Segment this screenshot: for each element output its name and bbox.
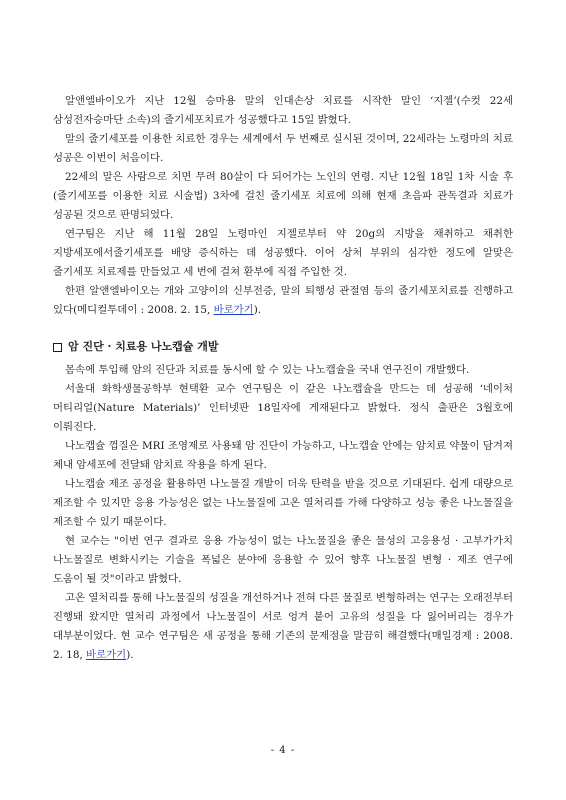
- paragraph: 서울대 화학생물공학부 현택환 교수 연구팀은 이 같은 나노캡슐을 만드는 데 성공해 ‘네이처 머티리얼(Nature Materials)’ 인터넷판 18일자에 게재된다고 밝혔다. 정식 출판은 3월호에 이뤄진다.: [53, 383, 513, 433]
- source-link[interactable]: 바로가기: [213, 304, 254, 316]
- paragraph: 알앤엘바이오가 지난 12월 승마용 말의 인대손상 치료를 시작한 말인 ‘지젤’(수컷 22세 삼성전자승마단 소속)의 줄기세포치료가 성공했다고 15일 밝혔다.: [53, 95, 513, 126]
- paragraph: 나노캡슐 껍질은 MRI 조영제로 사용돼 암 진단이 가능하고, 나노캡슐 안에는 암치료 약물이 담겨져 체내 암세포에 전달돼 암치료 작용을 하게 된다.: [53, 440, 513, 471]
- section-heading: [53, 337, 513, 357]
- paragraph-with-link: [53, 282, 513, 320]
- source-link[interactable]: 바로가기: [86, 649, 127, 661]
- paragraph: 현 교수는 "이번 연구 결과로 응용 가능성이 없는 나노물질을 좋은 물성의 고응용성 · 고부가가치 나노물질로 변화시키는 기술을 폭넓은 분야에 응용할 수 있어 향후 나노물질 변형 · 제조 연구에 도움이 될 것"이라고 밝혔다.: [53, 535, 513, 585]
- paragraph: 나노캡슐 제조 공정을 활용하면 나노물질 개발이 더욱 탄력을 받을 것으로 기대된다. 쉽게 대량으로 제조할 수 있지만 응용 가능성은 없는 나노물질에 고온 열처리를 가해 다양하고 성능 좋은 나노물질을 제조할 수 있기 때문이다.: [53, 478, 513, 528]
- section-heading-text: 암 진단 · 치료용 나노캡슐 개발: [68, 340, 219, 353]
- paragraph-with-link: [53, 589, 513, 665]
- document-body: [53, 92, 513, 665]
- section-nanocapsule: [53, 361, 513, 665]
- paragraph: 말의 줄기세포를 이용한 치료한 경우는 세계에서 두 번째로 실시된 것이며, 22세라는 노령마의 치료 성공은 이번이 처음이다.: [53, 133, 513, 164]
- paragraph-text: 고온 열처리를 통해 나노물질의 성질을 개선하거나 전혀 다른 물질로 변형하려는 연구는 오래전부터 진행돼 왔지만 열처리 과정에서 나노물질이 서로 엉겨 붙어 고유의 성질을 다 잃어버리는 경우가 대부분이었다. 현 교수 연구팀은 새 공정을 통해 기존의 문제점을 말끔히 해결했다(매일경제 : 2008. 2. 18,: [53, 592, 513, 661]
- paragraph-end: ).: [253, 304, 262, 316]
- page-number: - 4 -: [270, 745, 296, 756]
- paragraph: 연구팀은 지난 해 11월 28일 노령마인 지젤로부터 약 20g의 지방을 채취하고 채취한 지방세포에서줄기세포를 배양 증식하는 데 성공했다. 이어 상처 부위의 심각한 정도에 알맞은 줄기세포 치료제를 만들었고 세 번에 걸쳐 환부에 직접 주입한 것.: [53, 228, 513, 278]
- paragraph-end: ).: [126, 649, 134, 661]
- paragraph: 22세의 말은 사람으로 치면 무려 80살이 다 되어가는 노인의 연령. 지난 12월 18일 1차 시술 후(줄기세포를 이용한 치료 시술법) 3차에 걸친 줄기세포 치료에 의해 현재 초음파 관독결과 치료가 성공된 것으로 판명되었다.: [53, 171, 513, 221]
- paragraph-text: 한편 알앤엘바이오는 개와 고양이의 신부전증, 말의 퇴행성 관절염 등의 줄기세포치료를 진행하고 있다(메디컬투데이 : 2008. 2. 15,: [53, 285, 513, 316]
- paragraph: 몸속에 투입해 암의 진단과 치료를 동시에 할 수 있는 나노캡슐을 국내 연구진이 개발했다.: [65, 364, 470, 376]
- square-bullet-icon: [53, 343, 62, 352]
- section-stem-cell-horse: [53, 92, 513, 320]
